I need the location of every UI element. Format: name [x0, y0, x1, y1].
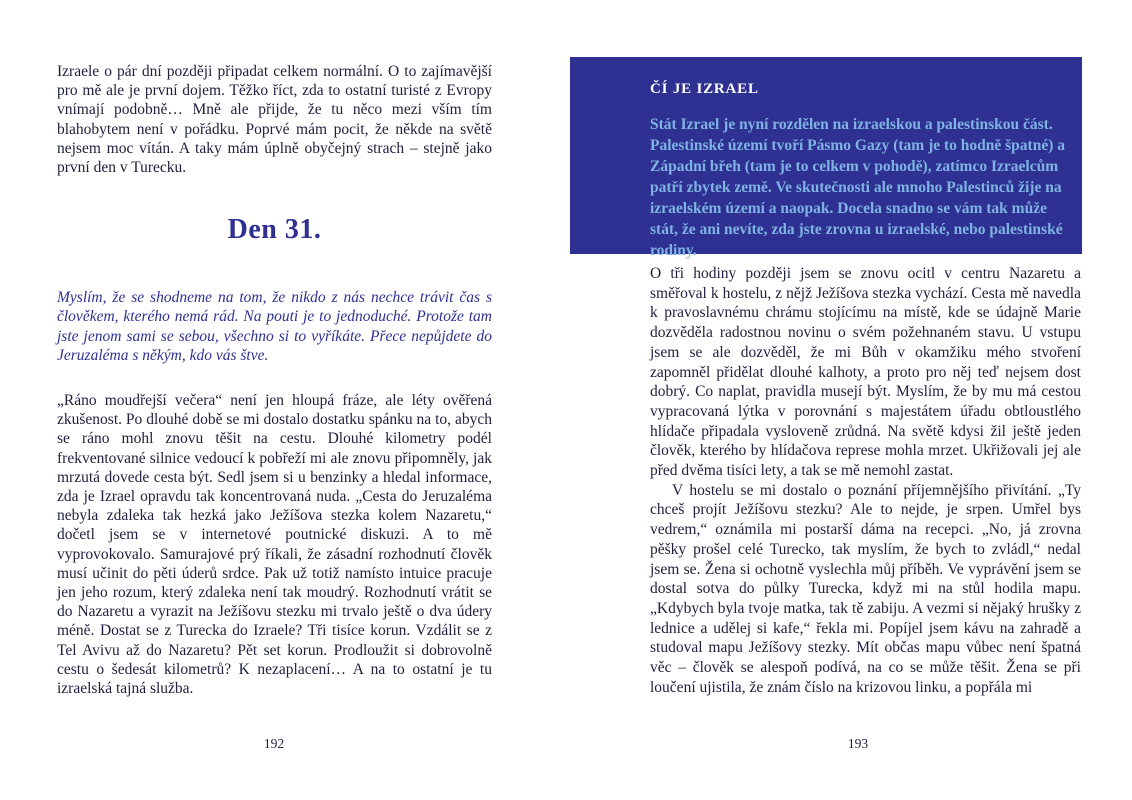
lead-italic-paragraph: Myslím, že se shodneme na tom, že nikdo z nás nechce trávit čas s člověkem, kterého nemá rád. Na pouti je to jednoduché. Protože tam jste jenom sami se sebou, všechno si to vyříkáte. Přece nepůjdete do Jeruzaléma s někým, kdo vás štve. — [57, 289, 492, 364]
infobox-title: ČÍ JE IZRAEL — [650, 81, 759, 97]
left-opening-paragraph: Izraele o pár dní později připadat celkem normální. O to zajímavější pro mě ale je první dojem. Těžko říct, zda to ostatní turisté z Evropy vnímají podobně… Mně ale přijde, že tu něco mezi vším tím blahobytem není v pořádku. Poprvé mám pocit, že někde na světě nejsem moc vítán. A taky mám úplně obyčejný strach – stejně jako první den v Turecku. — [57, 63, 492, 177]
page-number-right: 193 — [847, 736, 869, 751]
right-body-paragraph-2: V hostelu se mi dostalo o poznání příjemnějšího přivítání. „Ty chceš projít Ježíšovu stezku? Ale to nejde, je srpen. Umřel bys vedrem,“ oznámila mi postarší dáma na recepci. „No, já zrovna pěšky prošel celé Turecko, tak myslím, že bych to zvládl,“ nedal jsem se. Žena si ochotně vyslechla můj příběh. Ve vyprávění jsem se dostal sotva do půlky Turecka, když mi na stůl hodila mapu. „Kdybych byla tvoje matka, tak tě zabiju. A vezmi si nějaký hrušky z lednice a udělej si kafe,“ řekla mi. Popíjel jsem kávu na zahradě a studoval mapu Ježíšovy stezky. Mít občas mapu vůbec není špatná věc – člověk se alespoň podívá, na co se může těšit. Žena se při loučení ujistila, že znám číslo na krizovou linku, a popřála mi — [650, 481, 1081, 696]
right-body-paragraph-1: O tři hodiny později jsem se znovu ocitl v centru Nazaretu a směřoval k hostelu, z nějž Ježíšova stezka vychází. Cesta mě navedla k pravoslavnému chrámu stojícímu na místě, kde se údajně Marie dozvěděla radostnou novinu o svém požehnaném stavu. U vstupu jsem se ale dozvěděl, že mi Bůh v okamžiku mého stvoření zapomněl přidělat dlouhé kalhoty, a proto pro něj teď nejsem dost dobrý. Co naplat, pravidla musejí být. Myslím, že by mu má cestou vypracovaná lýtka v porovnání s majestátem úřadu obtloustlého hlídače připadala vysloveně zrůdná. Na světě kdysi žil ještě jeden člověk, kterého by hlídačova represe mohla mrzet. Ukřižovali jej ale před dvěma tisíci lety, a tak se mě nemohl zastat. — [650, 265, 1081, 480]
infobox-body: Stát Izrael je nyní rozdělen na izraelskou a palestinskou část. Palestinské území tvoří Pásmo Gazy (tam je to hodně špatné) a Západní břeh (tam je to celkem v pohodě), zatímco Izraelcům patří zbytek země. Ve skutečnosti ale mnoho Palestinců žije na izraelském území a naopak. Docela snadno se vám tak může stát, že ani nevíte, zda jste zrovna u izraelské, nebo palestinské rodiny. — [650, 116, 1066, 259]
chapter-heading: Den 31. — [227, 214, 322, 246]
left-body-paragraph: „Ráno moudřejší večera“ není jen hloupá fráze, ale léty ověřená zkušenost. Po dlouhé době se mi dostalo dostatku spánku na to, abych se ráno mohl znovu těšit na cestu. Dlouhé kilometry podél frekventované silnice vedoucí k pobřeží mi ale znovu připomněly, jak mrzutá dovede cesta být. Sedl jsem si u benzinky a hledal informace, zda je Izrael opravdu tak koncentrovaná nuda. „Cesta do Jeruzaléma nebyla zdaleka tak hezká jako Ježíšova stezka kolem Nazaretu,“ dočetl jsem se v internetové poutnické diskuzi. A to mě vyprovokovalo. Samurajové prý říkali, že zásadní rozhodnutí člověk musí učinit do pěti úderů srdce. Pak už totiž namísto intuice pracuje jen jeho rozum, který zdaleka není tak moudrý. Rozhodnutí vrátit se do Nazaretu a vyrazit na Ježíšovu stezku mi trvalo ještě o dva údery méně. Dostat se z Turecka do Izraele? Tři tisíce korun. Vzdálit se z Tel Avivu až do Nazaretu? Pět set korun. Prodloužit si dobrovolně cestu o šedesát kilometrů? K nezaplacení… A na to ostatní je tu izraelská tajná služba. — [57, 392, 492, 698]
left-page — [57, 62, 492, 698]
right-page — [650, 264, 1081, 697]
page-number-left: 192 — [263, 736, 285, 751]
infobox — [570, 57, 1082, 259]
